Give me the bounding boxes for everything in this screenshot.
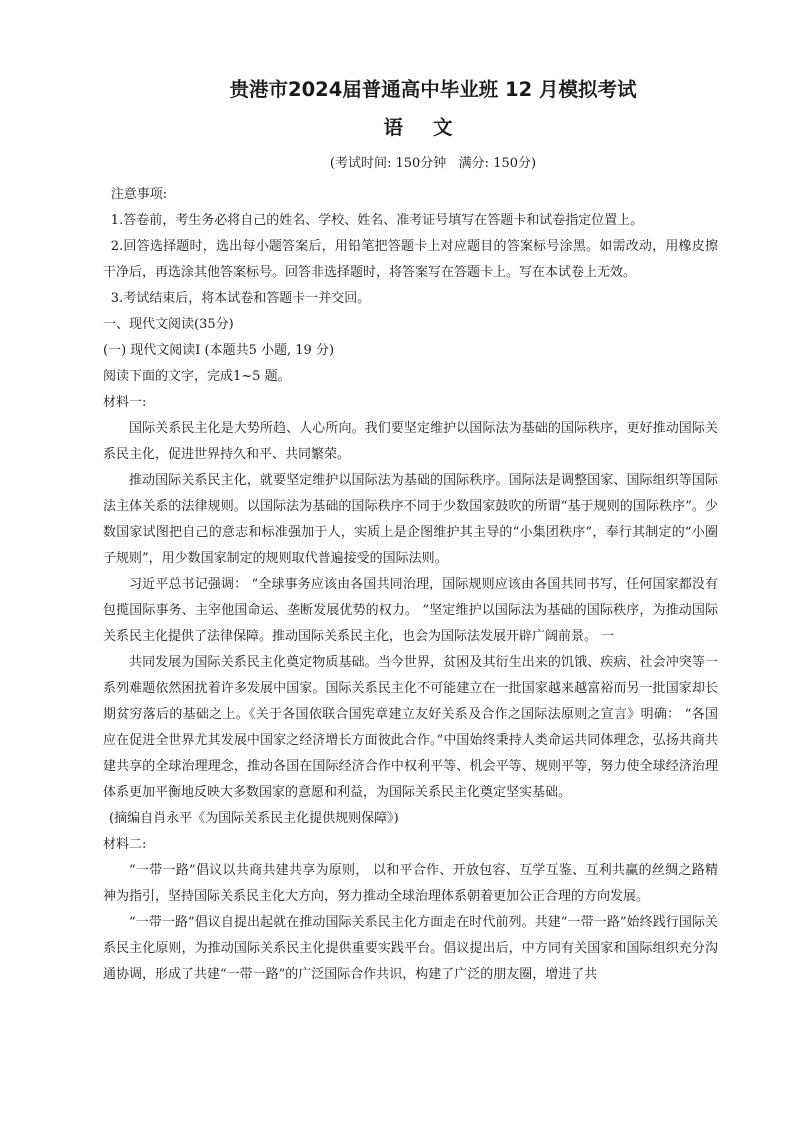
note-item-1: 1.答卷前，考生务必将自己的姓名、学校、姓名、准考证号填写在答题卡和试卷指定位置上。: [110, 213, 644, 228]
note-item-2: 2.回答选择题时，选出每小题答案后，用铅笔把答题卡上对应题目的答案标号涂黑。如需改动，用橡皮擦干净后，再选涂其他答案标号。回答非选择题时，将答案写在答题卡上。写在本试卷上无效。: [103, 239, 718, 280]
exam-title: 贵港市2024届普通高中毕业班 12 月模拟考试: [229, 78, 637, 101]
material-1-label: 材料一:: [103, 395, 147, 410]
material-1-source: (摘编自肖永平《为国际关系民主化提供规则保障》): [109, 811, 399, 826]
reading-instruction: 阅读下面的文字，完成1~5 题。: [103, 369, 291, 384]
material-1-paragraph: 国际关系民主化是大势所趋、人心所向。我们要坚定维护以国际法为基础的国际秩序，更好推动国际关系民主化，促进世界持久和平、共同繁荣。: [103, 421, 718, 462]
notes-heading: 注意事项:: [110, 187, 168, 202]
section-subheading: (一) 现代文阅读Ⅰ (本题共5 小题, 19 分): [103, 343, 335, 358]
section-heading: 一、现代文阅读(35分): [103, 317, 234, 332]
exam-info: (考试时间: 150分钟 满分: 150分): [329, 156, 537, 171]
material-2-paragraph: “一带一路”倡议以共商共建共享为原则， 以和平合作、开放包容、互学互鉴、互利共赢的丝绸之路精神为指引，坚持国际关系民主化大方向，努力推动全球治理体系朝着更加公正合理的方向发展。: [103, 863, 718, 904]
material-2-paragraph: “一带一路”倡议自提出起就在推动国际关系民主化方面走在时代前列。共建“一带一路”始终践行国际关系民主化原则，为推动国际关系民主化提供重要实践平台。倡议提出后，中方同有关国家和国际组织充分沟通协调，形成了共建“一带一路”的广泛国际合作共识，构建了广泛的朋友圈，增进了共: [103, 915, 718, 982]
note-item-3: 3.考试结束后，将本试卷和答题卡一并交回。: [110, 291, 371, 306]
material-1-paragraph: 共同发展为国际关系民主化奠定物质基础。当今世界，贫困及其衍生出来的饥饿、疾病、社会冲突等一系列难题依然困扰着许多发展中国家。国际关系民主化不可能建立在一批国家越来越富裕而另一批国家却长期贫穷落后的基础之上。《关于各国依联合国宪章建立友好关系及合作之国际法原则之宣言》明确： “各国应在促进全世界尤其发展中国家之经济增长方面彼此合作。”中国始终秉持人类命运共同体理念，弘扬共商共建共享的全球治理理念，推动各国在国际经济合作中权利平等、机会平等、规则平等，努力使全球经济治理体系更加平衡地反映大多数国家的意愿和利益，为国际关系民主化奠定坚实基础。: [103, 655, 718, 800]
material-1-paragraph: 推动国际关系民主化，就要坚定维护以国际法为基础的国际秩序。国际法是调整国家、国际组织等国际法主体关系的法律规则。以国际法为基础的国际秩序不同于少数国家鼓吹的所谓“基于规则的国际秩序”。少数国家试图把自己的意志和标准强加于人，实质上是企图维护其主导的“小集团秩序”，奉行其制定的“小圈子规则”，用少数国家制定的规则取代普遍接受的国际法则。: [103, 473, 718, 566]
material-2-label: 材料二:: [103, 837, 147, 852]
subject-title: 语文: [383, 116, 483, 139]
material-1-paragraph: 习近平总书记强调： “全球事务应该由各国共同治理，国际规则应该由各国共同书写，任何国家都没有包揽国际事务、主宰他国命运、垄断发展优势的权力。 ”坚定维护以国际法为基础的国际秩序，为推动国际关系民主化提供了法律保障。推动国际关系民主化，也会为国际法发展开辟广阔前景。 一: [103, 577, 718, 644]
